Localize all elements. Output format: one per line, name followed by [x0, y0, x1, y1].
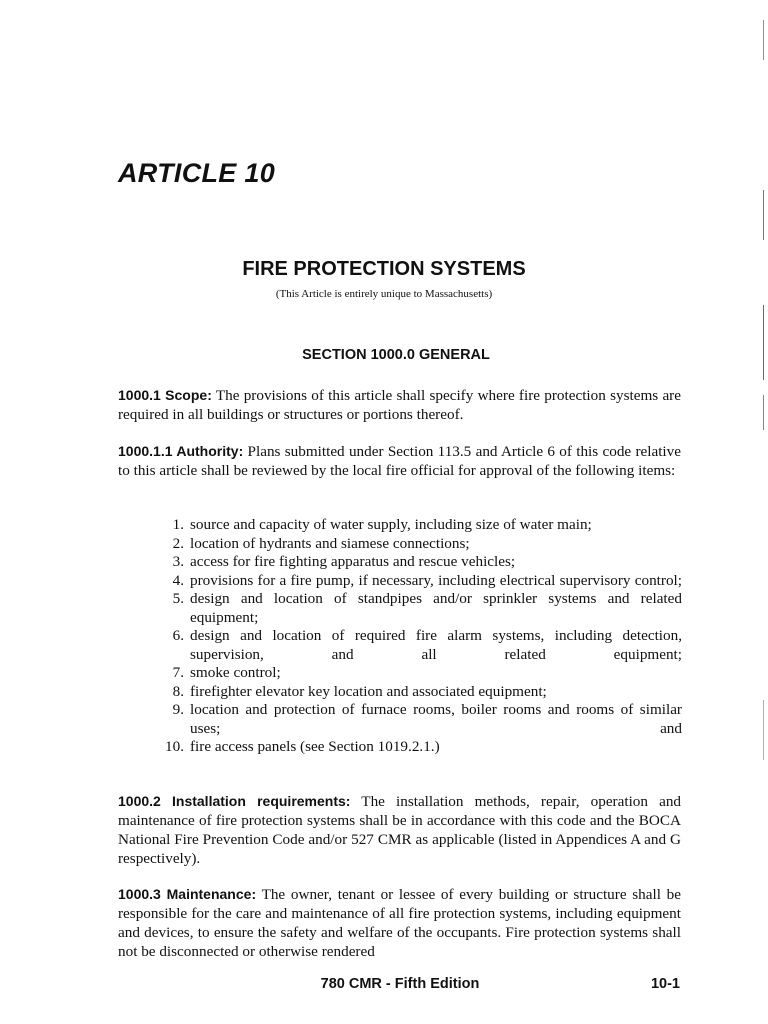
list-item [158, 627, 682, 664]
list-item [158, 535, 682, 554]
list-item [158, 701, 682, 738]
section-heading: SECTION 1000.0 GENERAL [302, 347, 490, 363]
list-item [158, 572, 682, 591]
list-item-number: 4. [172, 571, 184, 589]
list-item [158, 590, 682, 627]
page-number: 10-1 [650, 976, 680, 992]
list-item-text: access for fire fighting apparatus and rescue vehicles; [190, 553, 516, 570]
paragraph-ref: 1000.2 Installation requirements [118, 793, 346, 809]
scan-edge-mark [763, 0, 764, 1024]
list-item-number: 10. [165, 738, 184, 755]
list-item [158, 738, 682, 757]
list-item [158, 683, 682, 702]
list-item-number: 6. [172, 627, 184, 644]
list-item-number: 3. [172, 553, 184, 570]
chapter-subtitle: (This Article is entirely unique to Massachusetts) [275, 288, 493, 300]
list-item-number: 5. [172, 590, 184, 607]
list-item-text: fire access panels (see Section 1019.2.1.) [190, 738, 440, 755]
list-item-text: location and protection of furnace rooms, boiler rooms and rooms of similar uses; and [190, 701, 682, 737]
list-item-number: 2. [172, 534, 184, 552]
list-item [158, 553, 682, 572]
paragraph-authority: 1000.1.1 Authority: Plans submitted under Section 113.5 and Article 6 of this code relative to this article shall be reviewed by the local fire official for approval of the following items: [118, 443, 681, 479]
paragraph-text: The owner, tenant or lessee of every building or structure shall be responsible for the care and maintenance of all fire protection systems, including equipment and devices, to ensure the safety and welfare of the occupants. Fire protection systems shall not be disconnected or otherwise rendered [118, 886, 682, 960]
article-title: ARTICLE 10 [118, 158, 276, 188]
list-item-text: design and location of standpipes and/or sprinkler systems and related equipment; [190, 590, 682, 626]
list-item-text: provisions for a fire pump, if necessary, including electrical supervisory control; [190, 571, 682, 589]
list-item [158, 516, 682, 535]
footer-edition: 780 CMR - Fifth Edition [320, 976, 480, 992]
paragraph-scope: 1000.1 Scope: The provisions of this article shall specify where fire protection systems are required in all buildings or structures or portions thereof. [118, 387, 681, 423]
list-item-text: firefighter elevator key location and associated equipment; [190, 682, 547, 700]
list-item-text: design and location of required fire alarm systems, including detection, supervision, and all related equipment; [190, 627, 682, 663]
list-item-text: source and capacity of water supply, including size of water main; [190, 516, 592, 533]
list-item-text: smoke control; [190, 664, 281, 681]
paragraph-text: The installation methods, repair, operation and maintenance of fire protection systems shall be in accordance with this code and the BOCA National Fire Prevention Code and/or 527 CMR as applicable (listed in Appendices A and G respectively). [118, 793, 682, 867]
list-item [158, 664, 682, 683]
chapter-title: FIRE PROTECTION SYSTEMS [242, 258, 526, 280]
paragraph-installation: 1000.2 Installation requirements: The installation methods, repair, operation and maintenance of fire protection systems shall be in accordance with this code and the BOCA National Fire Prevention Code and/or 527 CMR as applicable (listed in Appendices A and G respectively). [118, 793, 682, 867]
list-item-number: 1. [172, 516, 184, 533]
paragraph-text: The provisions of this article shall specify where fire protection systems are required in all buildings or structures or portions thereof. [118, 387, 681, 423]
paragraph-text: Plans submitted under Section 113.5 and Article 6 of this code relative to this article shall be reviewed by the local fire official for approval of the following items: [118, 443, 681, 479]
list-item-number: 8. [172, 682, 184, 700]
authority-items-list [158, 516, 682, 757]
paragraph-ref: 1000.3 Maintenance [118, 886, 252, 902]
list-item-text: location of hydrants and siamese connections; [190, 534, 470, 552]
list-item-number: 9. [172, 701, 184, 718]
paragraph-maintenance: 1000.3 Maintenance: The owner, tenant or lessee of every building or structure shall be responsible for the care and maintenance of all fire protection systems, including equipment and devices, to ensure the safety and welfare of the occupants. Fire protection systems shall not be disconnected or otherwise rendered [118, 886, 682, 960]
list-item-number: 7. [172, 664, 184, 681]
paragraph-ref: 1000.1 Scope [118, 387, 208, 403]
paragraph-ref: 1000.1.1 Authority [118, 443, 239, 459]
